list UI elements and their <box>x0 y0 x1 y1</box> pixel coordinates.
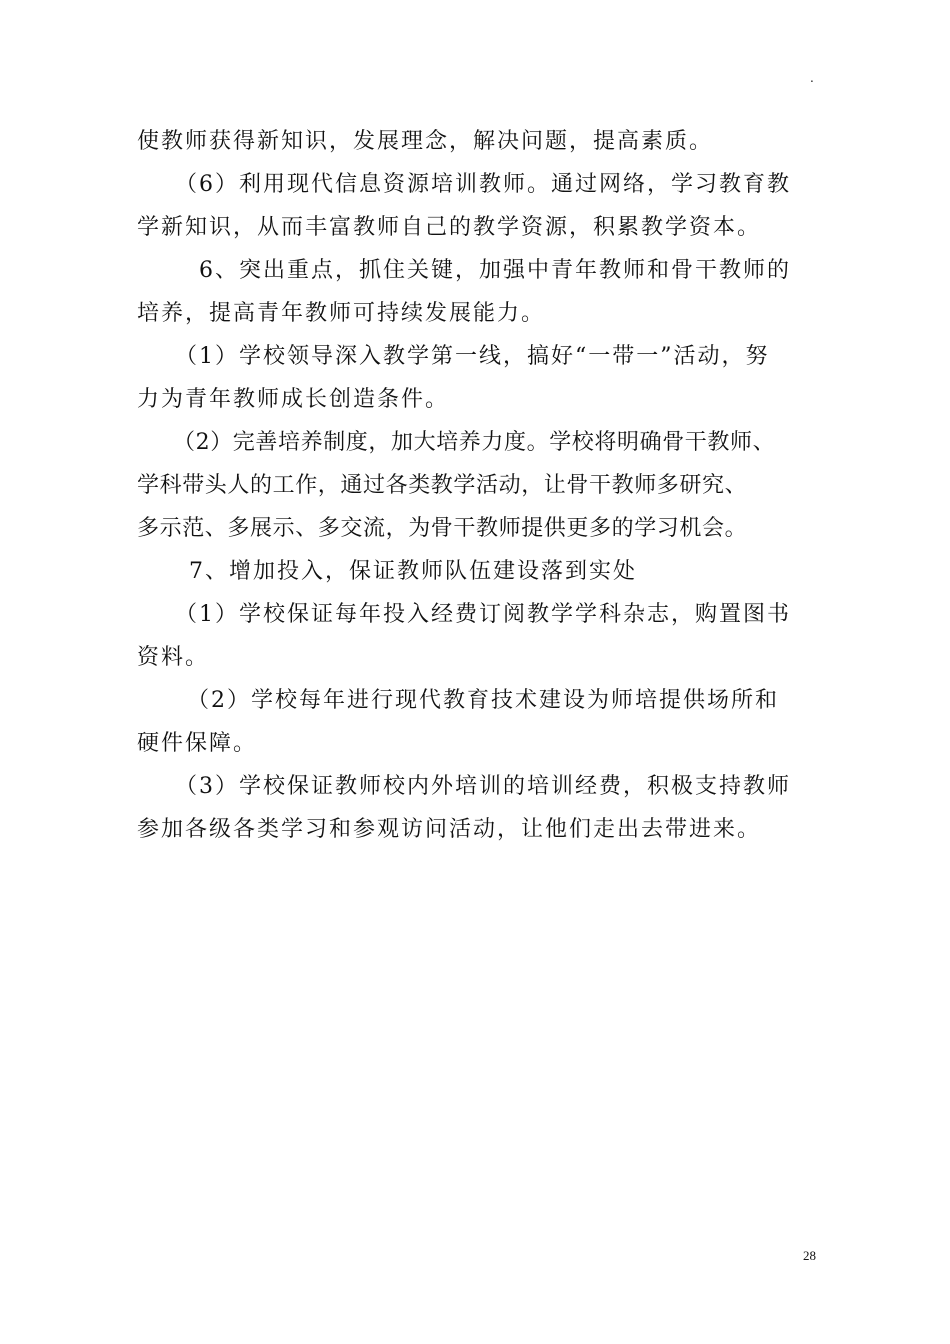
text-line: （2）学校每年进行现代教育技术建设为师培提供场所和 <box>187 688 779 713</box>
text-line: 使教师获得新知识，发展理念，解决问题，提高素质。 <box>137 129 714 154</box>
text-line: 培养，提高青年教师可持续发展能力。 <box>137 301 546 326</box>
page-number: 28 <box>803 1248 816 1263</box>
text-line: 资料。 <box>137 645 210 670</box>
body-text <box>137 120 817 851</box>
text-line: 学新知识，从而丰富教师自己的教学资源，积累教学资本。 <box>137 215 762 240</box>
corner-mark: . <box>810 71 814 85</box>
text-line: 学科带头人的工作，通过各类教学活动，让骨干教师多研究、 <box>137 473 748 498</box>
text-line: 硬件保障。 <box>137 731 258 756</box>
text-line: 7、增加投入，保证教师队伍建设落到实处 <box>189 559 637 584</box>
text-line: 多示范、多展示、多交流，为骨干教师提供更多的学习机会。 <box>137 516 748 541</box>
text-line: （3）学校保证教师校内外培训的培训经费，积极支持教师 <box>175 774 791 799</box>
text-line: （6）利用现代信息资源培训教师。通过网络，学习教育教 <box>175 172 791 197</box>
text-line: （1）学校领导深入教学第一线，搞好“一带一”活动，努 <box>175 344 770 369</box>
text-line: 力为青年教师成长创造条件。 <box>137 387 450 412</box>
text-line: 6、突出重点，抓住关键，加强中青年教师和骨干教师的 <box>199 258 791 283</box>
text-line: 参加各级各类学习和参观访问活动，让他们走出去带进来。 <box>137 817 762 842</box>
text-line: （1）学校保证每年投入经费订阅教学学科杂志，购置图书 <box>175 602 791 627</box>
text-line: （2）完善培养制度，加大培养力度。学校将明确骨干教师、 <box>173 430 776 455</box>
